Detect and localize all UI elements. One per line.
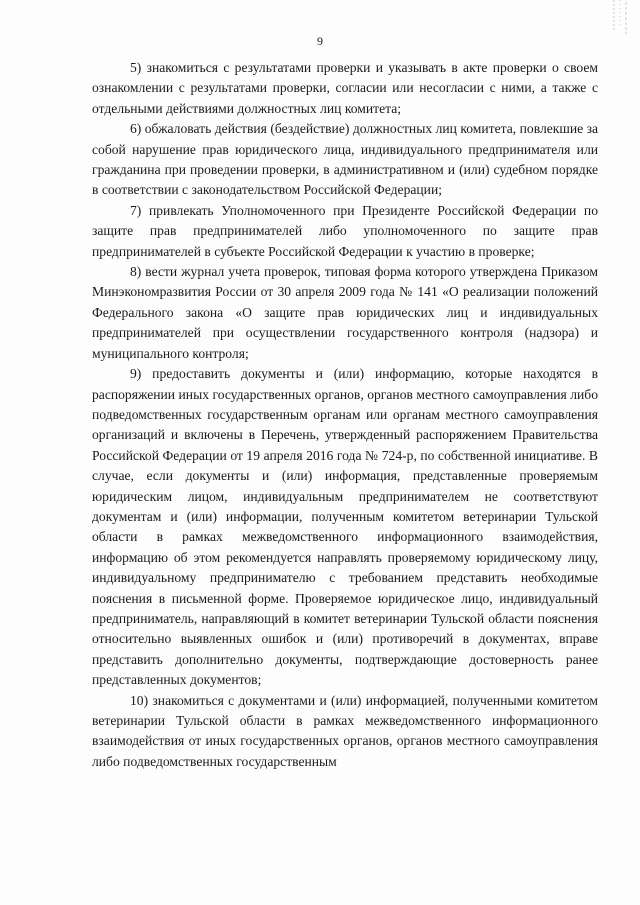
paragraph-item-10: 10) знакомиться с документами и (или) информацией, полученными комитетом ветеринарии Тульской области в рамках межведомственного информационного взаимодействия от иных государственных органов, органов местного самоуправления либо подведомственных государственным (92, 692, 598, 769)
paragraph-item-7: 7) привлекать Уполномоченного при Президенте Российской Федерации по защите прав предпринимателей либо уполномоченного по защите прав предпринимателей в субъекте Российской Федерации к участию в проверке; (92, 202, 598, 259)
paragraph-item-9: 9) предоставить документы и (или) информацию, которые находятся в распоряжении иных государственных органов, органов местного самоуправления либо подведомственных государственным органам или органам местного самоуправления организаций и включены в Перечень, утвержденный распоряжением Правительства Российской Федерации от 19 апреля 2016 года № 724-р, по собственной инициативе. В случае, если документы и (или) информация, представленные проверяемым юридическим лицом, индивидуальным предпринимателем не соответствуют документам и (или) информации, полученным комитетом ветеринарии Тульской области в рамках межведомственного информационного взаимодействия, информацию об этом рекомендуется направлять проверяемому юридическому лицу, индивидуальному предпринимателю с требованием представить необходимые пояснения в письменной форме. Проверяемое юридическое лицо, индивидуальный предприниматель, направляющий в комитет ветеринарии Тульской области пояснения относительно выявленных ошибок и (или) противоречий в документах, вправе представить дополнительно документы, подтверждающие достоверность ранее представленных документов; (92, 366, 598, 688)
document-body (92, 58, 598, 772)
paragraph-item-6: 6) обжаловать действия (бездействие) должностных лиц комитета, повлекшие за собой нарушение прав юридического лица, индивидуального предпринимателя или гражданина при проведении проверки, в административном и (или) судебном порядке в соответствии с законодательством Российской Федерации; (92, 121, 598, 198)
paragraph-item-8: 8) вести журнал учета проверок, типовая форма которого утверждена Приказом Минэкономразвития России от 30 апреля 2009 года № 141 «О реализации положений Федерального закона «О защите прав юридических лиц и индивидуальных предпринимателей при осуществлении государственного контроля (надзора) и муниципального контроля; (92, 264, 598, 361)
paragraph-item-5: 5) знакомиться с результатами проверки и указывать в акте проверки о своем ознакомлении с результатами проверки, согласии или несогласии с ними, а также с отдельными действиями должностных лиц комитета; (92, 60, 598, 116)
page-number: 9 (317, 34, 323, 48)
